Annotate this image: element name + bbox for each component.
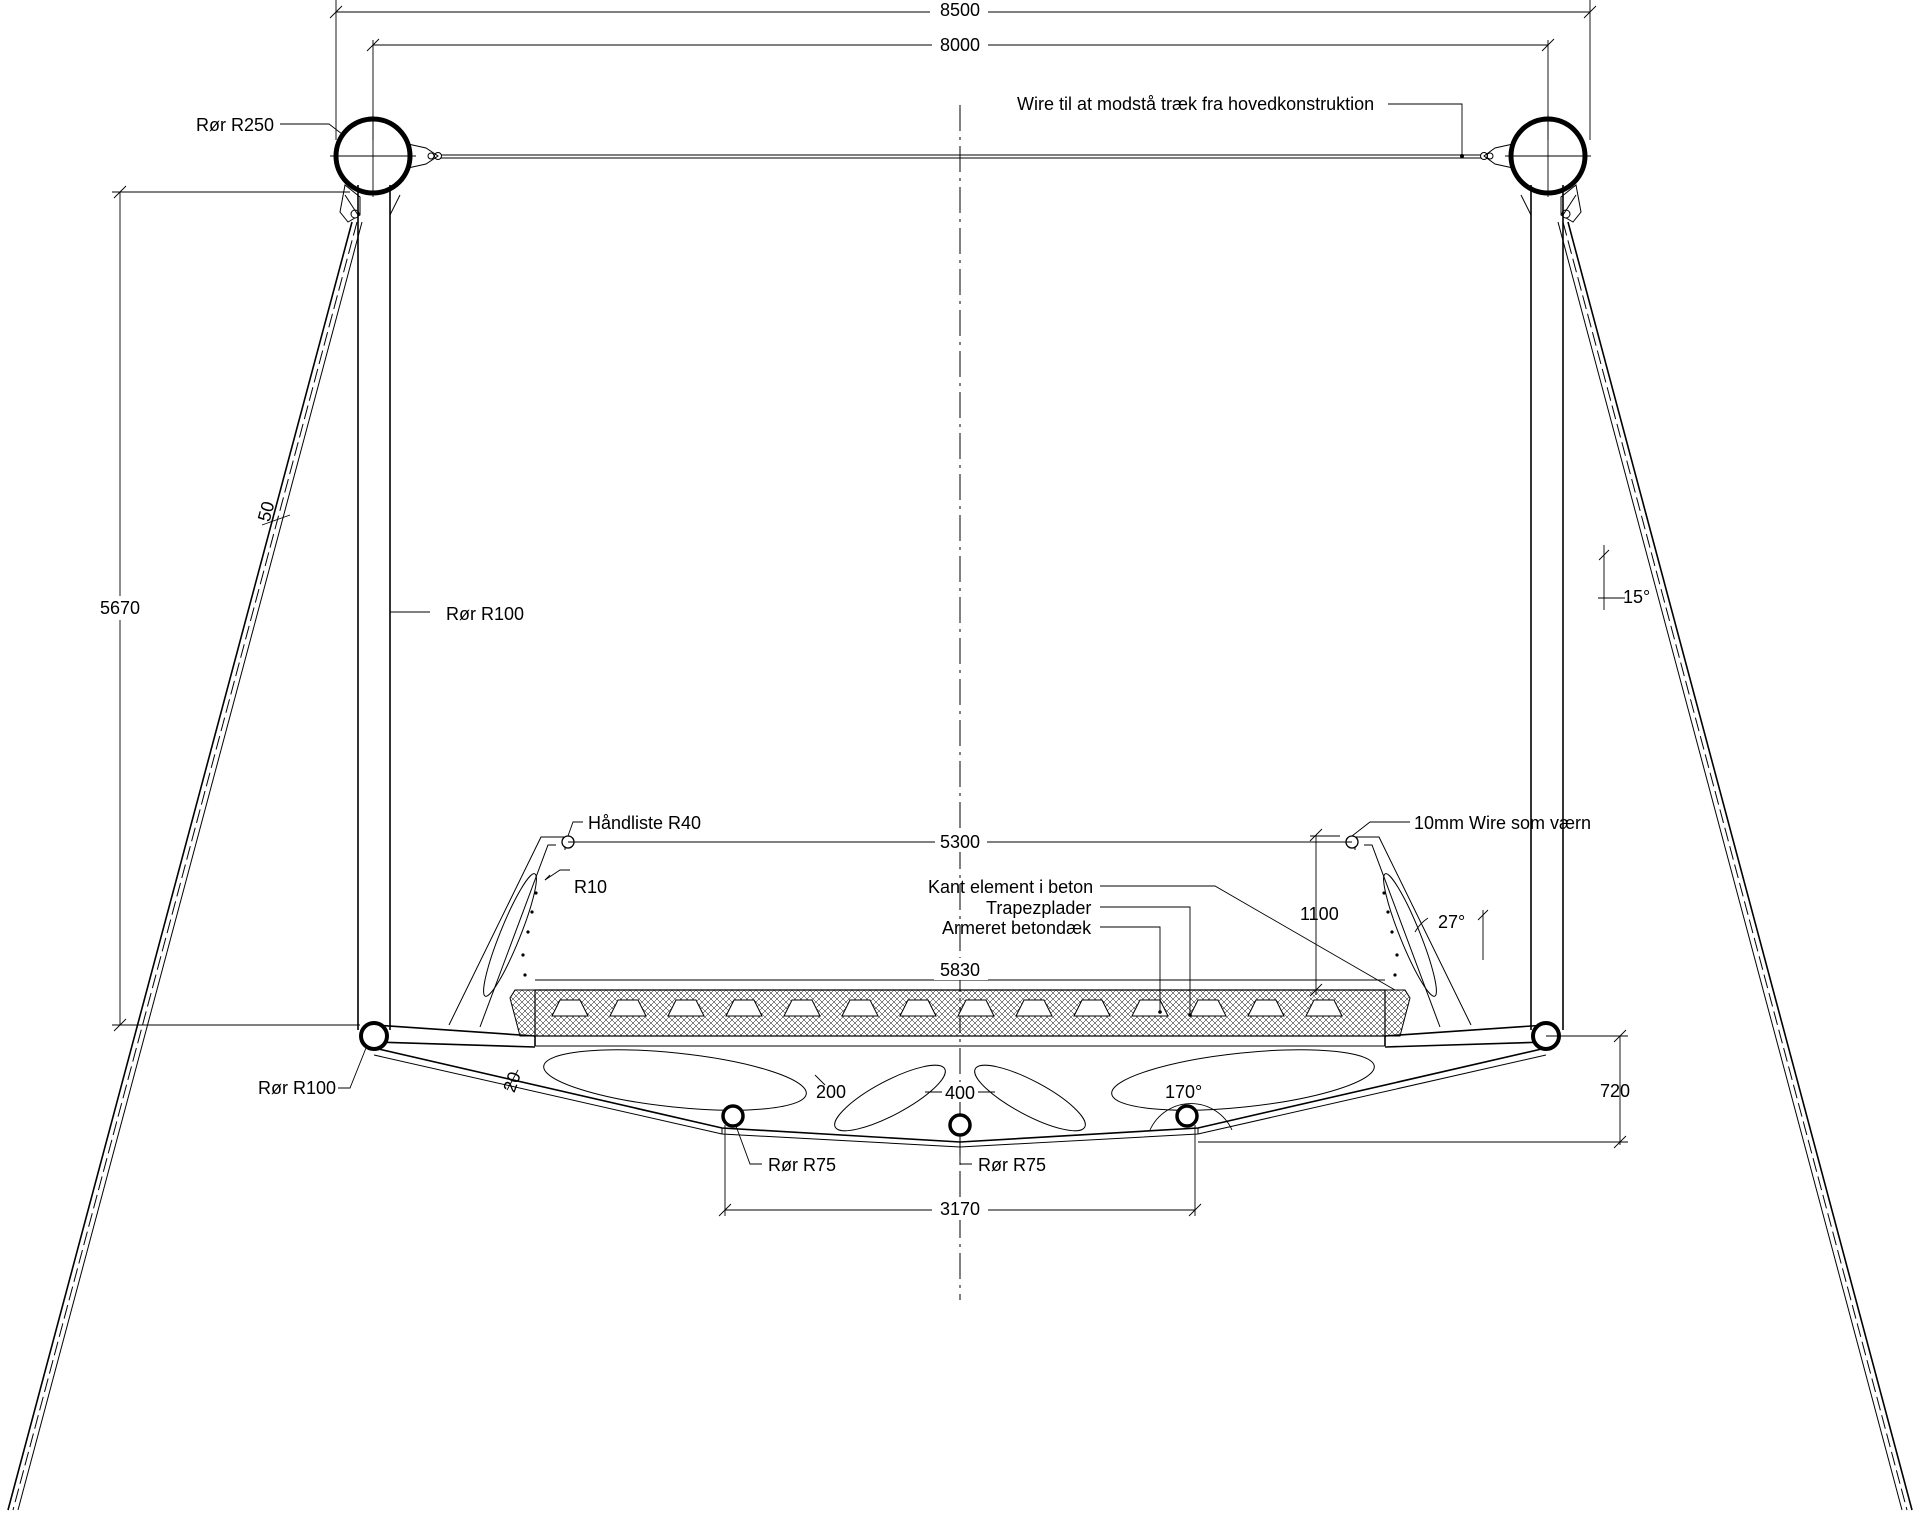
edge-element-leader bbox=[1100, 886, 1395, 990]
handrail-post-leader bbox=[545, 870, 570, 880]
top-pipe-right bbox=[1484, 115, 1591, 222]
bottom-corner-pipe-leader bbox=[338, 1048, 366, 1088]
angle-15-note bbox=[1598, 545, 1650, 610]
dimension-720 bbox=[1198, 1030, 1630, 1148]
chord-offset-text: 20 bbox=[499, 1069, 525, 1095]
left-diagonal-cable bbox=[8, 222, 362, 1510]
dimension-5670 bbox=[92, 186, 360, 1031]
angle-15-text: 15° bbox=[1623, 587, 1651, 607]
dimension-5830 bbox=[535, 958, 1385, 980]
safety-wire-leader bbox=[1352, 822, 1410, 836]
dim-8500-text: 8500 bbox=[939, 0, 981, 20]
dimension-5300 bbox=[568, 830, 1352, 852]
top-pipe-label: Rør R250 bbox=[196, 115, 275, 135]
bottom-corner-pipe-left bbox=[361, 1023, 387, 1049]
bottom-pipe-center-leader bbox=[960, 1135, 972, 1164]
dimension-8500 bbox=[330, 0, 1596, 140]
dimension-1100 bbox=[1300, 829, 1340, 996]
bottom-pipe-center-label: Rør R75 bbox=[978, 1155, 1047, 1175]
bottom-pipe-left-label: Rør R75 bbox=[768, 1155, 837, 1175]
left-vertical-post bbox=[345, 185, 400, 1030]
dim-8000-text: 8000 bbox=[939, 35, 981, 55]
handrail-label: Håndliste R40 bbox=[588, 813, 702, 833]
wire-note-label: Wire til at modstå træk fra hovedkonstruktion bbox=[1017, 94, 1375, 114]
concrete-deck bbox=[510, 990, 1410, 1036]
edge-element-label: Kant element i beton bbox=[928, 877, 1094, 897]
opening-200-text: 200 bbox=[816, 1082, 847, 1102]
dim-5830-text: 5830 bbox=[939, 960, 981, 980]
angle-27-note bbox=[1415, 910, 1488, 960]
bottom-corner-pipe-label: Rør R100 bbox=[258, 1078, 337, 1098]
top-tension-wire bbox=[435, 153, 1488, 160]
concrete-deck-label: Armeret betondæk bbox=[942, 918, 1092, 938]
handrail-post-label: R10 bbox=[574, 877, 608, 897]
bottom-pipe-center bbox=[950, 1115, 970, 1135]
dim-5300-text: 5300 bbox=[939, 832, 981, 852]
dim-1100-text: 1100 bbox=[1300, 904, 1339, 924]
safety-wire-label: 10mm Wire som værn bbox=[1414, 813, 1592, 833]
vertical-post-label: Rør R100 bbox=[446, 604, 525, 624]
bottom-pipe-left-leader bbox=[736, 1126, 762, 1164]
node-angle-text: 170° bbox=[1165, 1082, 1203, 1102]
dim-5670-text: 5670 bbox=[99, 598, 141, 618]
bottom-pipe-left bbox=[723, 1106, 743, 1126]
dim-3170-text: 3170 bbox=[939, 1199, 981, 1219]
dim-720-text: 720 bbox=[1600, 1081, 1631, 1101]
right-vertical-post bbox=[1521, 185, 1576, 1030]
wire-note-leader bbox=[1388, 104, 1462, 155]
right-diagonal-cable bbox=[1558, 222, 1912, 1510]
trapezoidal-label: Trapezplader bbox=[986, 898, 1092, 918]
dim-50-text: 50 bbox=[253, 499, 279, 524]
bottom-pipe-right bbox=[1177, 1106, 1197, 1126]
angle-27-text: 27° bbox=[1438, 912, 1466, 932]
top-pipe-leader bbox=[280, 124, 342, 134]
opening-400-text: 400 bbox=[944, 1083, 976, 1103]
handrail-leader bbox=[568, 822, 583, 836]
top-pipe-left bbox=[330, 115, 438, 222]
